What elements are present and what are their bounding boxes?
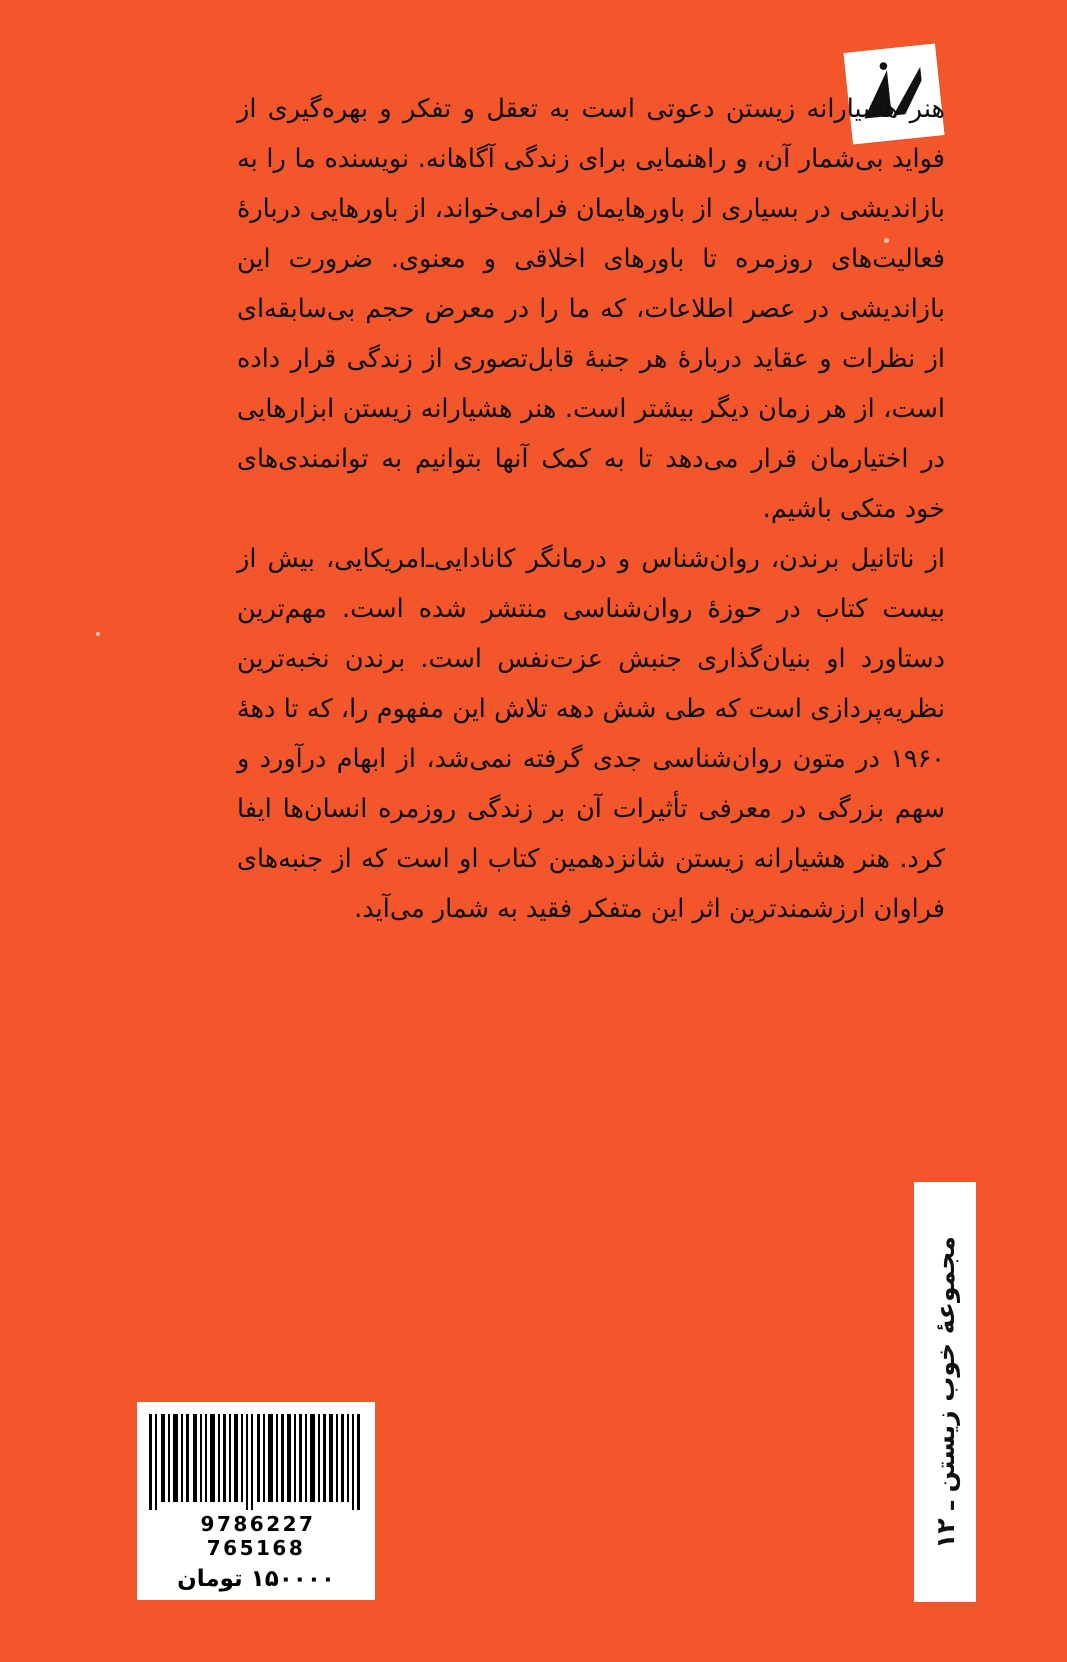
- barcode-icon: [147, 1414, 365, 1510]
- price-label: ۱۵۰۰۰۰ تومان: [177, 1566, 335, 1592]
- isbn-main-digits: 786227 765168: [206, 1512, 316, 1560]
- series-label: مجموعهٔ خوب زیستن ـ ۱۲: [930, 1235, 960, 1549]
- blurb-paragraph-2: از ناتانیل برندن، روان‌شناس و درمانگر کانادایی‌ـ‌امریکایی، بیش از بیست کتاب در حوزهٔ روان‌شناسی منتشر شده است. مهم‌ترین دستاورد او بنیان‌گذاری جنبش عزت‌نفس است. برندن نخبه‌ترین نظریه‌پردازی است که طی شش دهه تلاش این مفهوم را، که تا دههٔ ۱۹۶۰ در متون روان‌شناسی جدی گرفته نمی‌شد، از ابهام درآورد و سهم بزرگی در معرفی تأثیرات آن بر زندگی روزمره انسان‌ها ایفا کرد. هنر هشیارانه زیستن شانزدهمین کتاب او است که از جنبه‌های فراوان ارزشمندترین اثر این متفکر فقید به شمار می‌آید.: [237, 544, 945, 924]
- back-cover-blurb: [237, 84, 945, 934]
- isbn-number: [147, 1512, 365, 1560]
- barcode-block: [137, 1402, 375, 1600]
- isbn-lead-digit: 9: [200, 1512, 217, 1536]
- speck-decoration: [884, 238, 889, 243]
- series-band: [914, 1182, 976, 1602]
- blurb-paragraph-1: هنر هشیارانه زیستن دعوتی است به تعقل و تفکر و بهره‌گیری از فواید بی‌شمار آن، و راهنمایی برای زندگی آگاهانه. نویسنده ما را به بازاندیشی در بسیاری از باورهایمان فرامی‌خواند، از باورهایی دربارهٔ فعالیت‌های روزمره تا باورهای اخلاقی و معنوی. ضرورت این بازاندیشی در عصر اطلاعات، که ما را در معرض حجم بی‌سابقه‌ای از نظرات و عقاید دربارهٔ هر جنبهٔ قابل‌تصوری از زندگی قرار داده است، از هر زمان دیگر بیشتر است. هنر هشیارانه زیستن ابزارهایی در اختیارمان قرار می‌دهد تا به کمک آنها بتوانیم به توانمندی‌های خود متکی باشیم.: [237, 94, 945, 524]
- speck-decoration: [96, 632, 100, 636]
